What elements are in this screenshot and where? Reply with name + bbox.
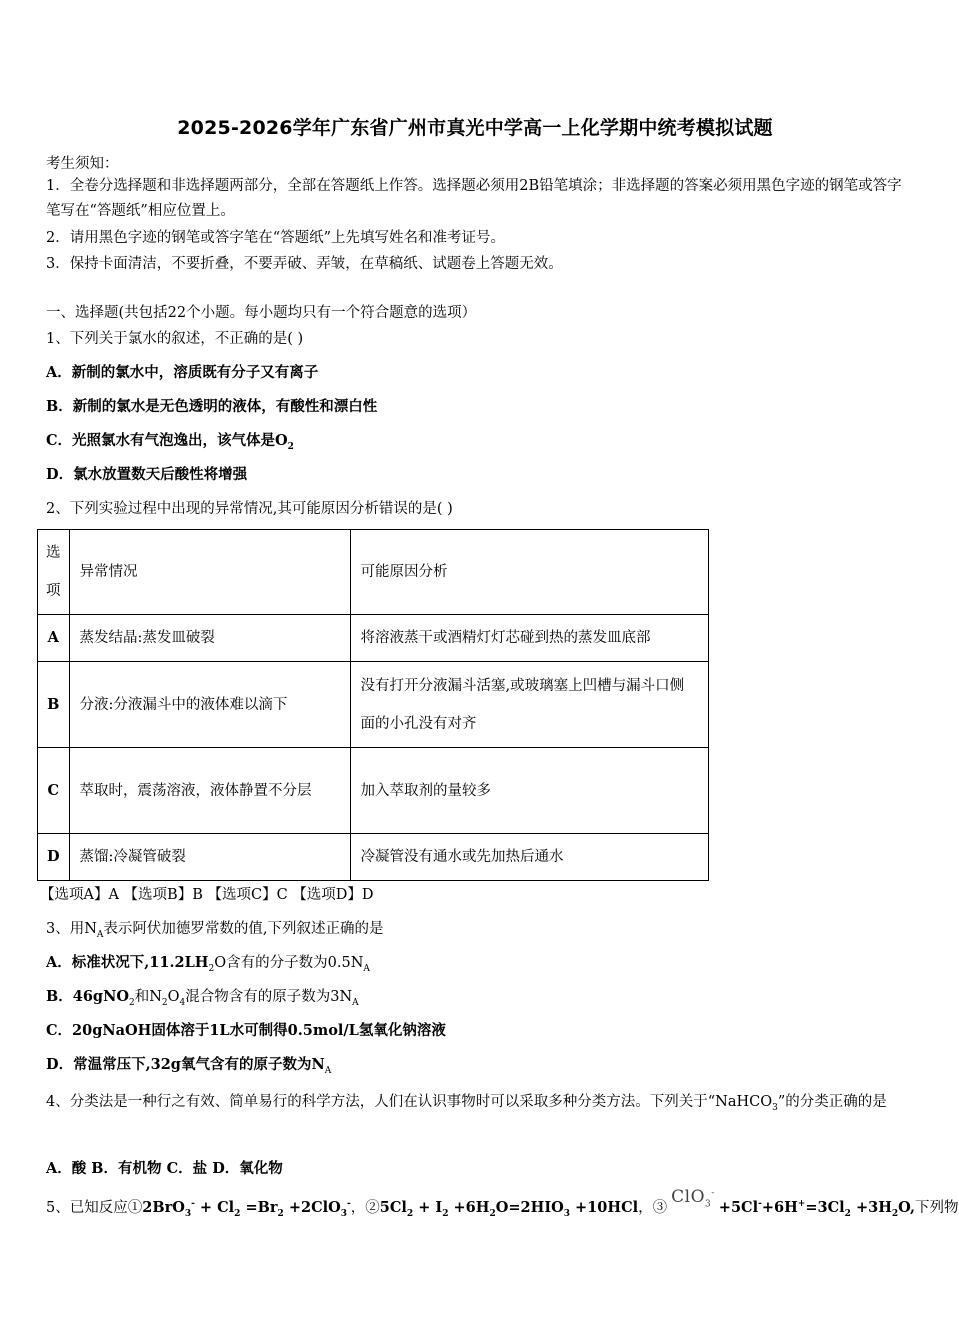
q5-stem	[46, 1187, 959, 1219]
row-option: C	[38, 748, 70, 834]
q5-r3: =3Cl	[805, 1199, 845, 1216]
q5-sub: 2	[406, 1208, 414, 1219]
q5-r3: O,	[898, 1199, 916, 1216]
q5-sub: 2	[277, 1208, 284, 1219]
table-row	[38, 748, 709, 834]
notice-item-3: 3．保持卡面清洁，不要折叠，不要弄破、弄皱，在草稿纸、试题卷上答题无效。	[46, 256, 563, 272]
q3-stem-sub: A	[96, 929, 104, 940]
row-anomaly: 蒸馏:冷凝管破裂	[69, 834, 350, 881]
q5-r2: 5Cl	[379, 1199, 407, 1216]
q5-r1: + Cl	[194, 1199, 235, 1216]
q4-stem-text: 4、分类法是一种行之有效、简单易行的科学方法，人们在认识事物时可以采取多种分类方法。下列关于“NaHCO	[46, 1094, 773, 1110]
q1-option-c-sub: 2	[287, 441, 294, 452]
q3-option-b-sub: 2	[161, 997, 168, 1008]
row-option: D	[38, 834, 70, 881]
q2-stem: 2、下列实验过程中出现的异常情况,其可能原因分析错误的是( )	[46, 501, 453, 517]
q5-r1: 2BrO	[142, 1199, 185, 1216]
q3-stem-text: 3、用N	[46, 921, 97, 937]
q5-sub: 3	[340, 1208, 348, 1219]
q5-r2: +10HCl	[570, 1199, 639, 1216]
q5-text: ，②	[350, 1200, 380, 1216]
row-option: B	[38, 662, 70, 748]
page-title: 2025-2026学年广东省广州市真光中学高一上化学期中统考模拟试题	[177, 117, 773, 139]
q3-option-b-text: B．46gNO	[46, 988, 129, 1005]
section-heading: 一、选择题(共包括22个小题。每小题均只有一个符合题意的选项）	[46, 305, 477, 321]
q3-option-b-sub: 2	[128, 997, 135, 1008]
q4-stem-text: ”的分类正确的是	[777, 1094, 887, 1110]
q3-option-b-text: O	[167, 989, 180, 1005]
q3-option-b-sub: 4	[179, 997, 186, 1008]
q5-sub: 2	[891, 1208, 899, 1219]
q5-sub: 3	[563, 1208, 570, 1219]
q4-options: A．酸 B．有机物 C．盐 D．氧化物	[46, 1160, 283, 1177]
table-row	[38, 662, 709, 748]
notice-item-1: 1．全卷分选择题和非选择题两部分，全部在答题纸上作答。选择题必须用2B铅笔填涂；非选择题的答案必须用黑色字迹的钢笔或答字笔写在“答题纸”相应位置上。	[46, 178, 902, 219]
q5-sup: -	[758, 1199, 762, 1210]
q1-option-d: D．氯水放置数天后酸性将增强	[46, 466, 248, 483]
q3-option-d-text: D．常温常压下,32g氧气含有的原子数为N	[46, 1056, 325, 1073]
q3-option-c: C．20gNaOH固体溶于1L水可制得0.5mol/L氢氧化钠溶液	[46, 1022, 446, 1039]
row-cause: 加入萃取剂的量较多	[350, 748, 709, 834]
q5-sub: 3	[705, 1199, 712, 1210]
q1-option-c-text: C．光照氯水有气泡逸出，该气体是O	[46, 432, 288, 449]
q3-option-a-text: O含有的分子数为0.5N	[214, 955, 364, 971]
q1-option-a: A．新制的氯水中，溶质既有分子又有离子	[46, 364, 319, 381]
q5-sub: 2	[442, 1208, 449, 1219]
q5-r2: +6H	[448, 1199, 490, 1216]
table-row	[38, 834, 709, 881]
q5-reaction-3	[718, 1199, 916, 1219]
q5-r2: + I	[413, 1199, 443, 1216]
q5-sup: +	[797, 1199, 806, 1210]
q5-r1: +2ClO	[283, 1199, 341, 1216]
q5-text: ，③	[638, 1200, 668, 1216]
q4-stem	[46, 1084, 906, 1126]
q1-option-b: B．新制的氯水是无色透明的液体，有酸性和漂白性	[46, 398, 378, 415]
q3-stem-text: 表示阿伏加德罗常数的值,下列叙述正确的是	[103, 921, 384, 937]
row-cause: 冷凝管没有通水或先加热后通水	[350, 834, 709, 881]
notice-item-2: 2．请用黑色字迹的钢笔或答字笔在“答题纸”上先填写姓名和准考证号。	[46, 230, 506, 246]
q5-r3: +5Cl	[718, 1199, 759, 1216]
q5-clo: ClO	[671, 1187, 706, 1207]
q3-option-a	[46, 951, 370, 974]
q5-r1: =Br	[240, 1199, 278, 1216]
q5-r3: +6H	[761, 1199, 798, 1216]
table-header-row	[38, 530, 709, 615]
q5-sub: 2	[489, 1208, 496, 1219]
q4-stem-sub: 3	[772, 1102, 778, 1113]
row-anomaly: 蒸发结晶:蒸发皿破裂	[69, 615, 350, 662]
q5-r2: O=2HIO	[495, 1199, 564, 1216]
q5-text: 下列物	[915, 1200, 959, 1216]
q5-sup: -	[711, 1188, 715, 1199]
q5-sup: -	[347, 1199, 351, 1210]
q3-stem	[46, 917, 384, 940]
q3-option-b-sub: A	[352, 997, 359, 1008]
q5-sub: 3	[184, 1208, 192, 1219]
q3-option-d-sub: A	[324, 1065, 332, 1076]
q5-text: 5、已知反应①	[46, 1200, 143, 1216]
q5-reaction-1	[142, 1199, 351, 1219]
q5-sub: 2	[234, 1208, 241, 1219]
q1-stem: 1、下列关于氯水的叙述，不正确的是( )	[46, 331, 304, 347]
header-cause: 可能原因分析	[350, 530, 709, 615]
header-anomaly: 异常情况	[69, 530, 350, 615]
notice-heading: 考生须知：	[46, 156, 119, 172]
q1-option-c	[46, 429, 294, 452]
q3-option-a-sub: A	[363, 963, 370, 974]
q2-answer-options: 【选项A】A 【选项B】B 【选项C】C 【选项D】D	[40, 887, 374, 903]
row-option: A	[38, 615, 70, 662]
q3-option-b-text: 和N	[134, 989, 162, 1005]
chlorate-formula	[671, 1187, 715, 1209]
q5-reaction-2	[379, 1199, 639, 1219]
header-option: 选项	[38, 530, 70, 615]
q5-sup: -	[191, 1199, 195, 1210]
q2-table	[37, 529, 709, 881]
q5-r3: +3H	[850, 1199, 892, 1216]
row-cause: 将溶液蒸干或酒精灯灯芯碰到热的蒸发皿底部	[350, 615, 709, 662]
q5-sub: 2	[844, 1208, 851, 1219]
q3-option-a-sub: 2	[208, 963, 215, 974]
row-cause: 没有打开分液漏斗活塞,或玻璃塞上凹槽与漏斗口侧面的小孔没有对齐	[350, 662, 709, 748]
q3-option-b	[46, 985, 359, 1008]
row-anomaly: 分液:分液漏斗中的液体难以滴下	[69, 662, 350, 748]
table-row	[38, 615, 709, 662]
q3-option-d	[46, 1053, 331, 1076]
q3-option-a-text: A．标准状况下,11.2LH	[46, 954, 209, 971]
row-anomaly: 萃取时，震荡溶液，液体静置不分层	[69, 748, 350, 834]
q3-option-b-text: 混合物含有的原子数为3N	[185, 989, 353, 1005]
